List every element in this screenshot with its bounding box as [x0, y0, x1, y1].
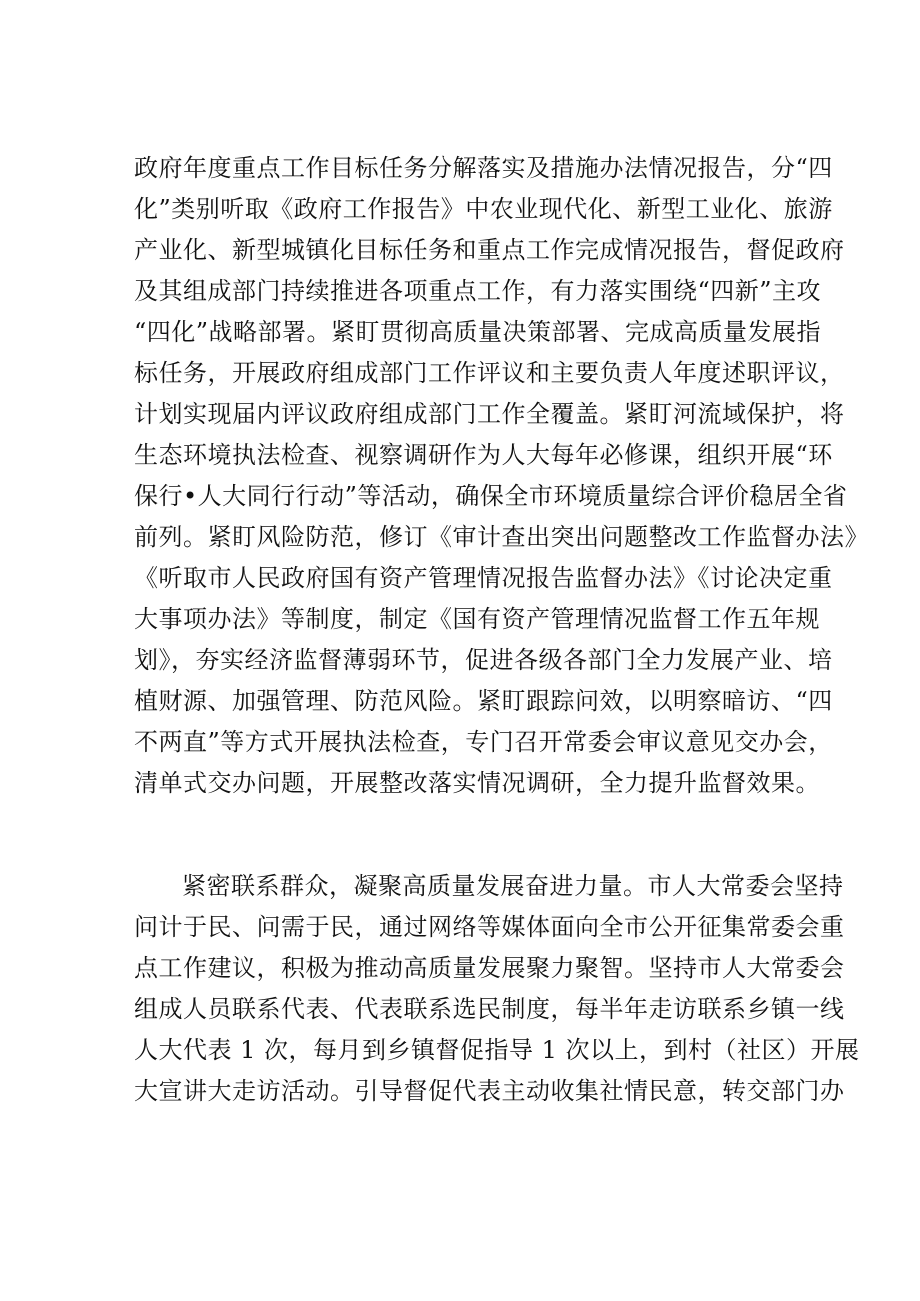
text-line: 标任务，开展政府组成部门工作评议和主要负责人年度述职评议，	[134, 359, 845, 387]
text-line: 大事项办法》等制度，制定《国有资产管理情况监督工作五年规	[134, 605, 820, 633]
text-line: 组成人员联系代表、代表联系选民制度，每半年走访联系乡镇一线	[134, 995, 845, 1023]
paragraph-public-contact	[134, 868, 860, 1114]
text-line: 问计于民、问需于民，通过网络等媒体面向全市公开征集常委会重	[134, 913, 845, 941]
paragraph-oversight	[134, 150, 869, 806]
text-line: 植财源、加强管理、防范风险。紧盯跟踪问效，以明察暗访、“四	[134, 687, 833, 715]
text-line: 政府年度重点工作目标任务分解落实及措施办法情况报告，分“四	[134, 154, 833, 182]
text-line: 前列。紧盯风险防范，修订《审计查出突出问题整改工作监督办法》	[134, 523, 869, 551]
text-line: 生态环境执法检查、视察调研作为人大每年必修课，组织开展“环	[134, 441, 833, 469]
text-line: 《听取市人民政府国有资产管理情况报告监督办法》《讨论决定重	[134, 564, 833, 592]
text-line: 划》，夯实经济监督薄弱环节，促进各级各部门全力发展产业、培	[134, 646, 833, 674]
text-line: 化”类别听取《政府工作报告》中农业现代化、新型工业化、旅游	[134, 195, 833, 223]
text-line: “四化”战略部署。紧盯贯彻高质量决策部署、完成高质量发展指	[134, 318, 822, 346]
text-line: 不两直”等方式开展执法检查，专门召开常委会审议意见交办会，	[134, 728, 833, 756]
text-line: 大宣讲大走访活动。引导督促代表主动收集社情民意，转交部门办	[134, 1077, 845, 1105]
text-line: 紧密联系群众，凝聚高质量发展奋进力量。市人大常委会坚持	[182, 872, 844, 900]
text-line: 保行•人大同行行动”等活动，确保全市环境质量综合评价稳居全省	[134, 482, 848, 510]
text-line: 点工作建议，积极为推动高质量发展聚力聚智。坚持市人大常委会	[134, 954, 845, 982]
text-line: 产业化、新型城镇化目标任务和重点工作完成情况报告，督促政府	[134, 236, 845, 264]
text-line: 清单式交办问题，开展整改落实情况调研，全力提升监督效果。	[134, 769, 820, 797]
text-line: 及其组成部门持续推进各项重点工作，有力落实围绕“四新”主攻	[134, 277, 822, 305]
text-line: 计划实现届内评议政府组成部门工作全覆盖。紧盯河流域保护，将	[134, 400, 845, 428]
text-line: 人大代表 1 次，每月到乡镇督促指导 1 次以上，到村（社区）开展	[134, 1036, 860, 1064]
